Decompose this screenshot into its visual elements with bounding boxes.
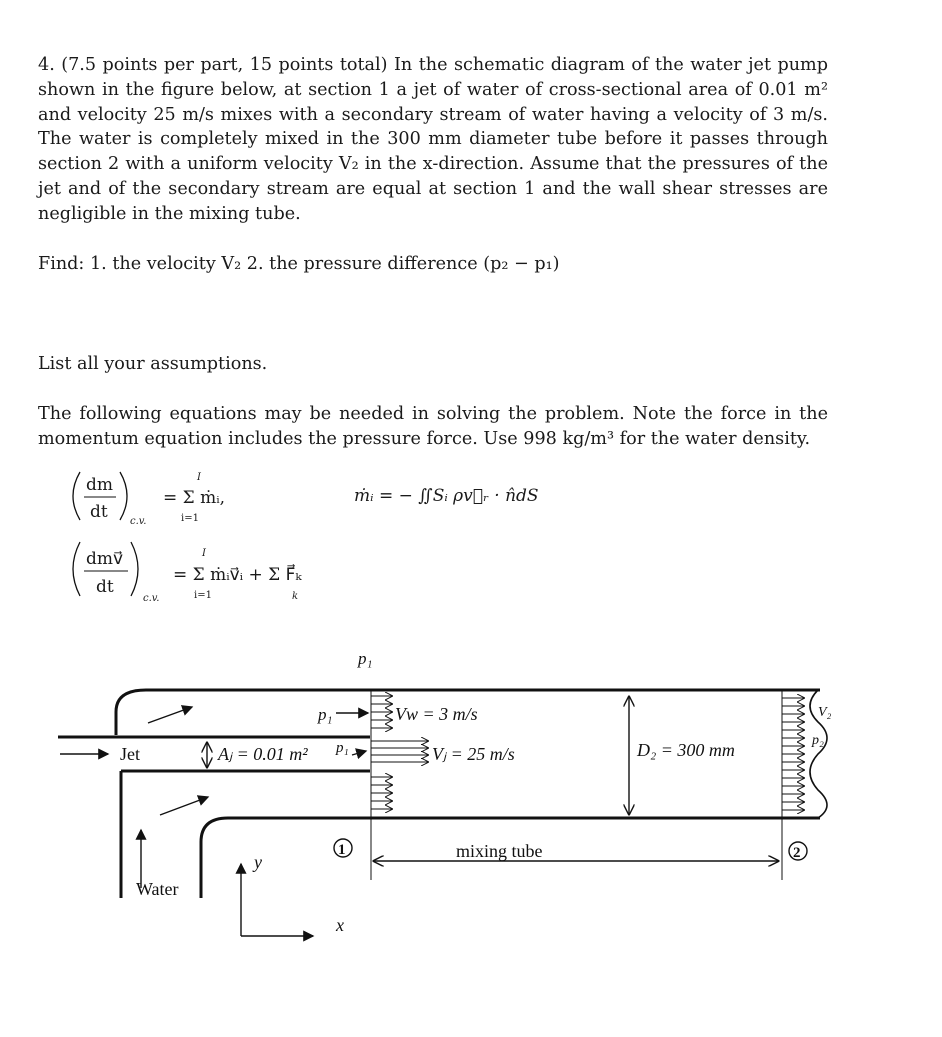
equation-mass-flow: ṁᵢ = − ∬Sᵢ ρv⃗ᵣ · n̂dS [354,486,539,506]
eq1-cv-subscript: c.v. [130,516,147,527]
flow-arrows [60,690,827,936]
section-2-label: 2 [793,845,801,861]
eq3-denominator: dt [96,577,114,597]
label-mixing-tube: mixing tube [456,841,543,861]
eq3-sum2-bottom: k [292,591,299,602]
label-vj: Vⱼ = 25 m/s [432,744,515,764]
label-jet: Jet [120,744,140,764]
label-d2: D₂ = 300 mm [637,740,735,760]
secondary-flow-arrow-top [148,707,192,723]
equation-mass-conservation [73,472,225,527]
eq3-rhs: = Σ ṁᵢv⃗ᵢ + Σ F⃗ₖ [173,565,302,585]
equations-intro: The following equations may be needed in solving the problem. Note the force in the momentum equation includes the pressure force. Use 998 kg/m³ for the water density. [38,404,828,449]
label-aj: Aⱼ = 0.01 m² [218,744,308,764]
eq3-numerator: dmv⃗ [86,549,124,569]
eq3-sum-top: I [202,548,206,559]
label-p2: p₂ [812,733,824,748]
label-vw: Vw = 3 m/s [395,704,478,724]
eq3-sum-bottom: i=1 [194,590,212,601]
secondary-flow-arrow-bottom [160,797,208,815]
find-heading: Find: [38,254,85,274]
eq1-rhs: = Σ ṁᵢ, [163,488,226,508]
label-y-axis: y [254,852,262,872]
label-p1-mid: p₁ [318,705,333,724]
section-1-label: 1 [338,842,346,858]
label-x-axis: x [336,915,344,935]
eq1-sum-top: I [197,472,201,483]
label-p1-jet: p₁ [336,740,349,756]
find-item-2: 2. the pressure difference (p₂ − p₁) [246,254,560,274]
label-v2: V₂ [818,705,832,720]
problem-statement: 4. (7.5 points per part, 15 points total) In the schematic diagram of the water jet pump shown in the figure below, at section 1 a jet of water of cross-sectional area of 0.01 m² and velocity 25 m/s mixes with a secondary stream of water having a velocity of 3 m/s. The water is completely mixed in the 300 mm diameter tube before it passes through section 2 with a uniform velocity V₂ in the x-direction. Assume that the pressures of the jet and of the secondary stream are equal at section 1 and the wall shear stresses are negligible in the mixing tube. [38,55,828,224]
label-water: Water [136,879,179,899]
eq1-numerator: dm [86,475,114,495]
eq3-cv-subscript: c.v. [143,593,160,604]
p1-jet-pressure-arrow [352,751,366,755]
find-item-1: 1. the velocity V₂ [89,254,242,274]
eq1-sum-bottom: i=1 [181,513,199,524]
label-p1-top: p₁ [358,649,373,668]
equation-momentum [73,542,302,604]
eq1-denominator: dt [90,502,108,522]
assumptions-text: List all your assumptions. [38,354,268,374]
